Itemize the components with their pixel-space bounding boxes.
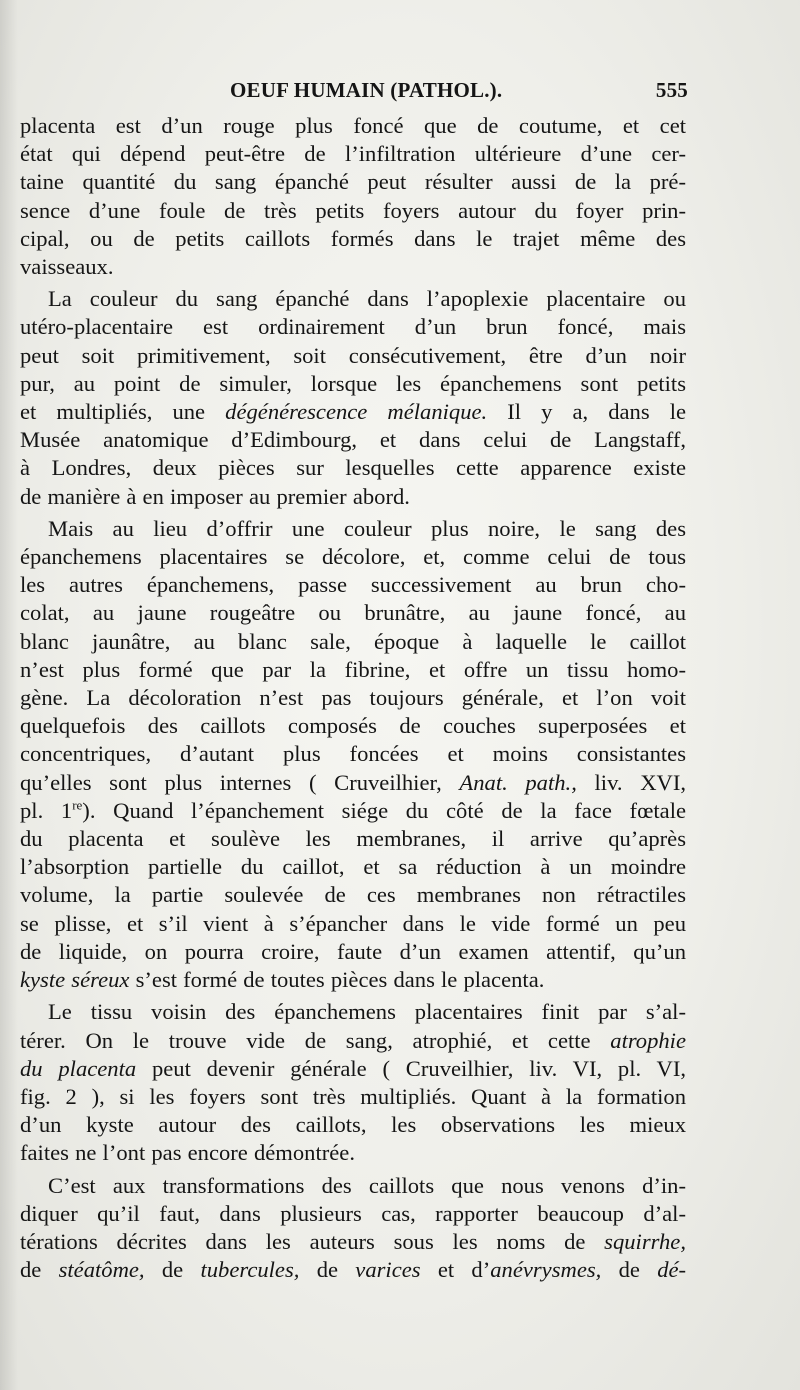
text-line: n’est plus formé que par la fibrine, et offre un tissu homo- xyxy=(20,656,686,682)
italic-term: anévrysmes, xyxy=(490,1257,602,1283)
text-line: pur, au point de simuler, lorsque les épanchemens sont petits xyxy=(20,370,686,396)
text-line: épanchemens placentaires se décolore, et, comme celui de tous xyxy=(20,544,686,570)
text-segment: ). Quand l’épanchement siége du côté de la face fœtale xyxy=(82,797,686,823)
italic-term: dé- xyxy=(657,1257,687,1283)
paragraph-5 xyxy=(20,1172,686,1285)
text-segment: peut devenir générale ( Cruveilhier, liv. VI, pl. VI, xyxy=(151,1055,686,1081)
text-line: La couleur du sang épanché dans l’apoplexie placentaire ou xyxy=(48,286,686,312)
text-line: concentriques, d’autant plus foncées et moins consistantes xyxy=(20,741,686,767)
text-line: les autres épanchemens, passe successivement au brun cho- xyxy=(20,572,686,598)
text-line: à Londres, deux pièces sur lesquelles cette apparence existe xyxy=(20,455,686,481)
text-segment: térer. On le trouve vide de sang, atrophié, et cette xyxy=(20,1027,591,1053)
page-number: 555 xyxy=(655,78,688,102)
text-line: taine quantité du sang épanché peut résulter aussi de la pré- xyxy=(20,169,686,195)
italic-term: stéatôme, xyxy=(58,1257,145,1283)
text-line: Mais au lieu d’offrir une couleur plus noire, le sang des xyxy=(48,515,686,541)
text-line xyxy=(20,398,686,426)
text-line: de liquide, on pourra croire, faute d’un examen attentif, qu’un xyxy=(20,938,686,964)
text-line xyxy=(20,1228,686,1256)
text-line: quelquefois des caillots composés de couches superposées et xyxy=(20,713,686,739)
italic-term: tubercules, xyxy=(200,1257,300,1283)
text-line: gène. La décoloration n’est pas toujours générale, et l’on voit xyxy=(20,685,686,711)
running-title: OEUF HUMAIN (PATHOL.). xyxy=(230,78,503,102)
text-line xyxy=(20,966,686,994)
superscript: re xyxy=(72,797,83,813)
text-line xyxy=(20,769,686,797)
text-line: diquer qu’il faut, dans plusieurs cas, rapporter beaucoup d’al- xyxy=(20,1200,686,1226)
text-segment: de xyxy=(161,1257,184,1283)
text-segment: et d’ xyxy=(437,1257,491,1283)
text-line: volume, la partie soulevée de ces membranes non rétractiles xyxy=(20,882,686,908)
text-line: d’un kyste autour des caillots, les observations les mieux xyxy=(20,1112,686,1138)
text-line: Musée anatomique d’Edimbourg, et dans celui de Langstaff, xyxy=(20,427,686,453)
italic-term: squirrhe, xyxy=(604,1228,686,1254)
text-line: vaisseaux. xyxy=(20,254,114,280)
text-segment: s’est formé de toutes pièces dans le placenta. xyxy=(135,967,545,993)
text-segment: térations décrites dans les auteurs sous les noms de xyxy=(20,1228,586,1254)
paragraph-2 xyxy=(20,285,686,511)
text-segment: liv. XVI, xyxy=(594,769,686,795)
text-line: blanc jaunâtre, au blanc sale, époque à laquelle le caillot xyxy=(20,628,686,654)
paragraph-1 xyxy=(20,112,686,281)
page-header xyxy=(18,78,688,108)
italic-term: dégénérescence mélanique. xyxy=(225,399,488,425)
text-segment: de xyxy=(20,1257,42,1283)
text-line: peut soit primitivement, soit consécutivement, être d’un noir xyxy=(20,342,686,368)
page-edge-shadow xyxy=(0,0,18,1390)
italic-term: du placenta xyxy=(20,1055,137,1081)
text-line xyxy=(20,1055,686,1083)
italic-term: kyste séreux xyxy=(20,967,130,993)
text-line xyxy=(20,1027,686,1055)
italic-term: varices xyxy=(355,1257,421,1283)
paragraph-3 xyxy=(20,515,686,994)
paragraph-4 xyxy=(20,998,686,1167)
text-line: placenta est d’un rouge plus foncé que de coutume, et cet xyxy=(20,113,686,138)
text-line: cipal, ou de petits caillots formés dans le trajet même des xyxy=(20,225,686,251)
text-line: de manière à en imposer au premier abord. xyxy=(20,483,410,509)
text-line: C’est aux transformations des caillots que nous venons d’in- xyxy=(48,1172,686,1198)
italic-term: Anat. path., xyxy=(459,769,577,795)
text-line: du placenta et soulève les membranes, il arrive qu’après xyxy=(20,826,686,852)
italic-term: atrophie xyxy=(610,1027,686,1053)
text-segment: de xyxy=(618,1257,640,1283)
text-line: sence d’une foule de très petits foyers autour du foyer prin- xyxy=(20,197,686,223)
text-segment: de xyxy=(316,1257,339,1283)
text-line: fig. 2 ), si les foyers sont très multipliés. Quant à la formation xyxy=(20,1083,686,1109)
body-text xyxy=(20,112,686,1288)
text-line: l’absorption partielle du caillot, et sa réduction à un moindre xyxy=(20,854,686,880)
text-line: se plisse, et s’il vient à s’épancher dans le vide formé un peu xyxy=(20,910,686,936)
text-line: utéro-placentaire est ordinairement d’un brun foncé, mais xyxy=(20,314,686,340)
text-line: état qui dépend peut-être de l’infiltration ultérieure d’une cer- xyxy=(20,141,686,167)
text-line: colat, au jaune rougeâtre ou brunâtre, au jaune foncé, au xyxy=(20,600,686,626)
text-segment: Il y a, dans le xyxy=(507,399,687,425)
text-line: faites ne l’ont pas encore démontrée. xyxy=(20,1140,355,1166)
text-line: Le tissu voisin des épanchemens placentaires finit par s’al- xyxy=(48,999,686,1025)
text-line xyxy=(20,1256,686,1284)
text-segment: qu’elles sont plus internes ( Cruveilhier, xyxy=(20,769,442,795)
text-segment: et multipliés, une xyxy=(20,399,206,425)
text-segment: pl. 1 xyxy=(20,797,73,823)
text-line xyxy=(20,797,686,825)
